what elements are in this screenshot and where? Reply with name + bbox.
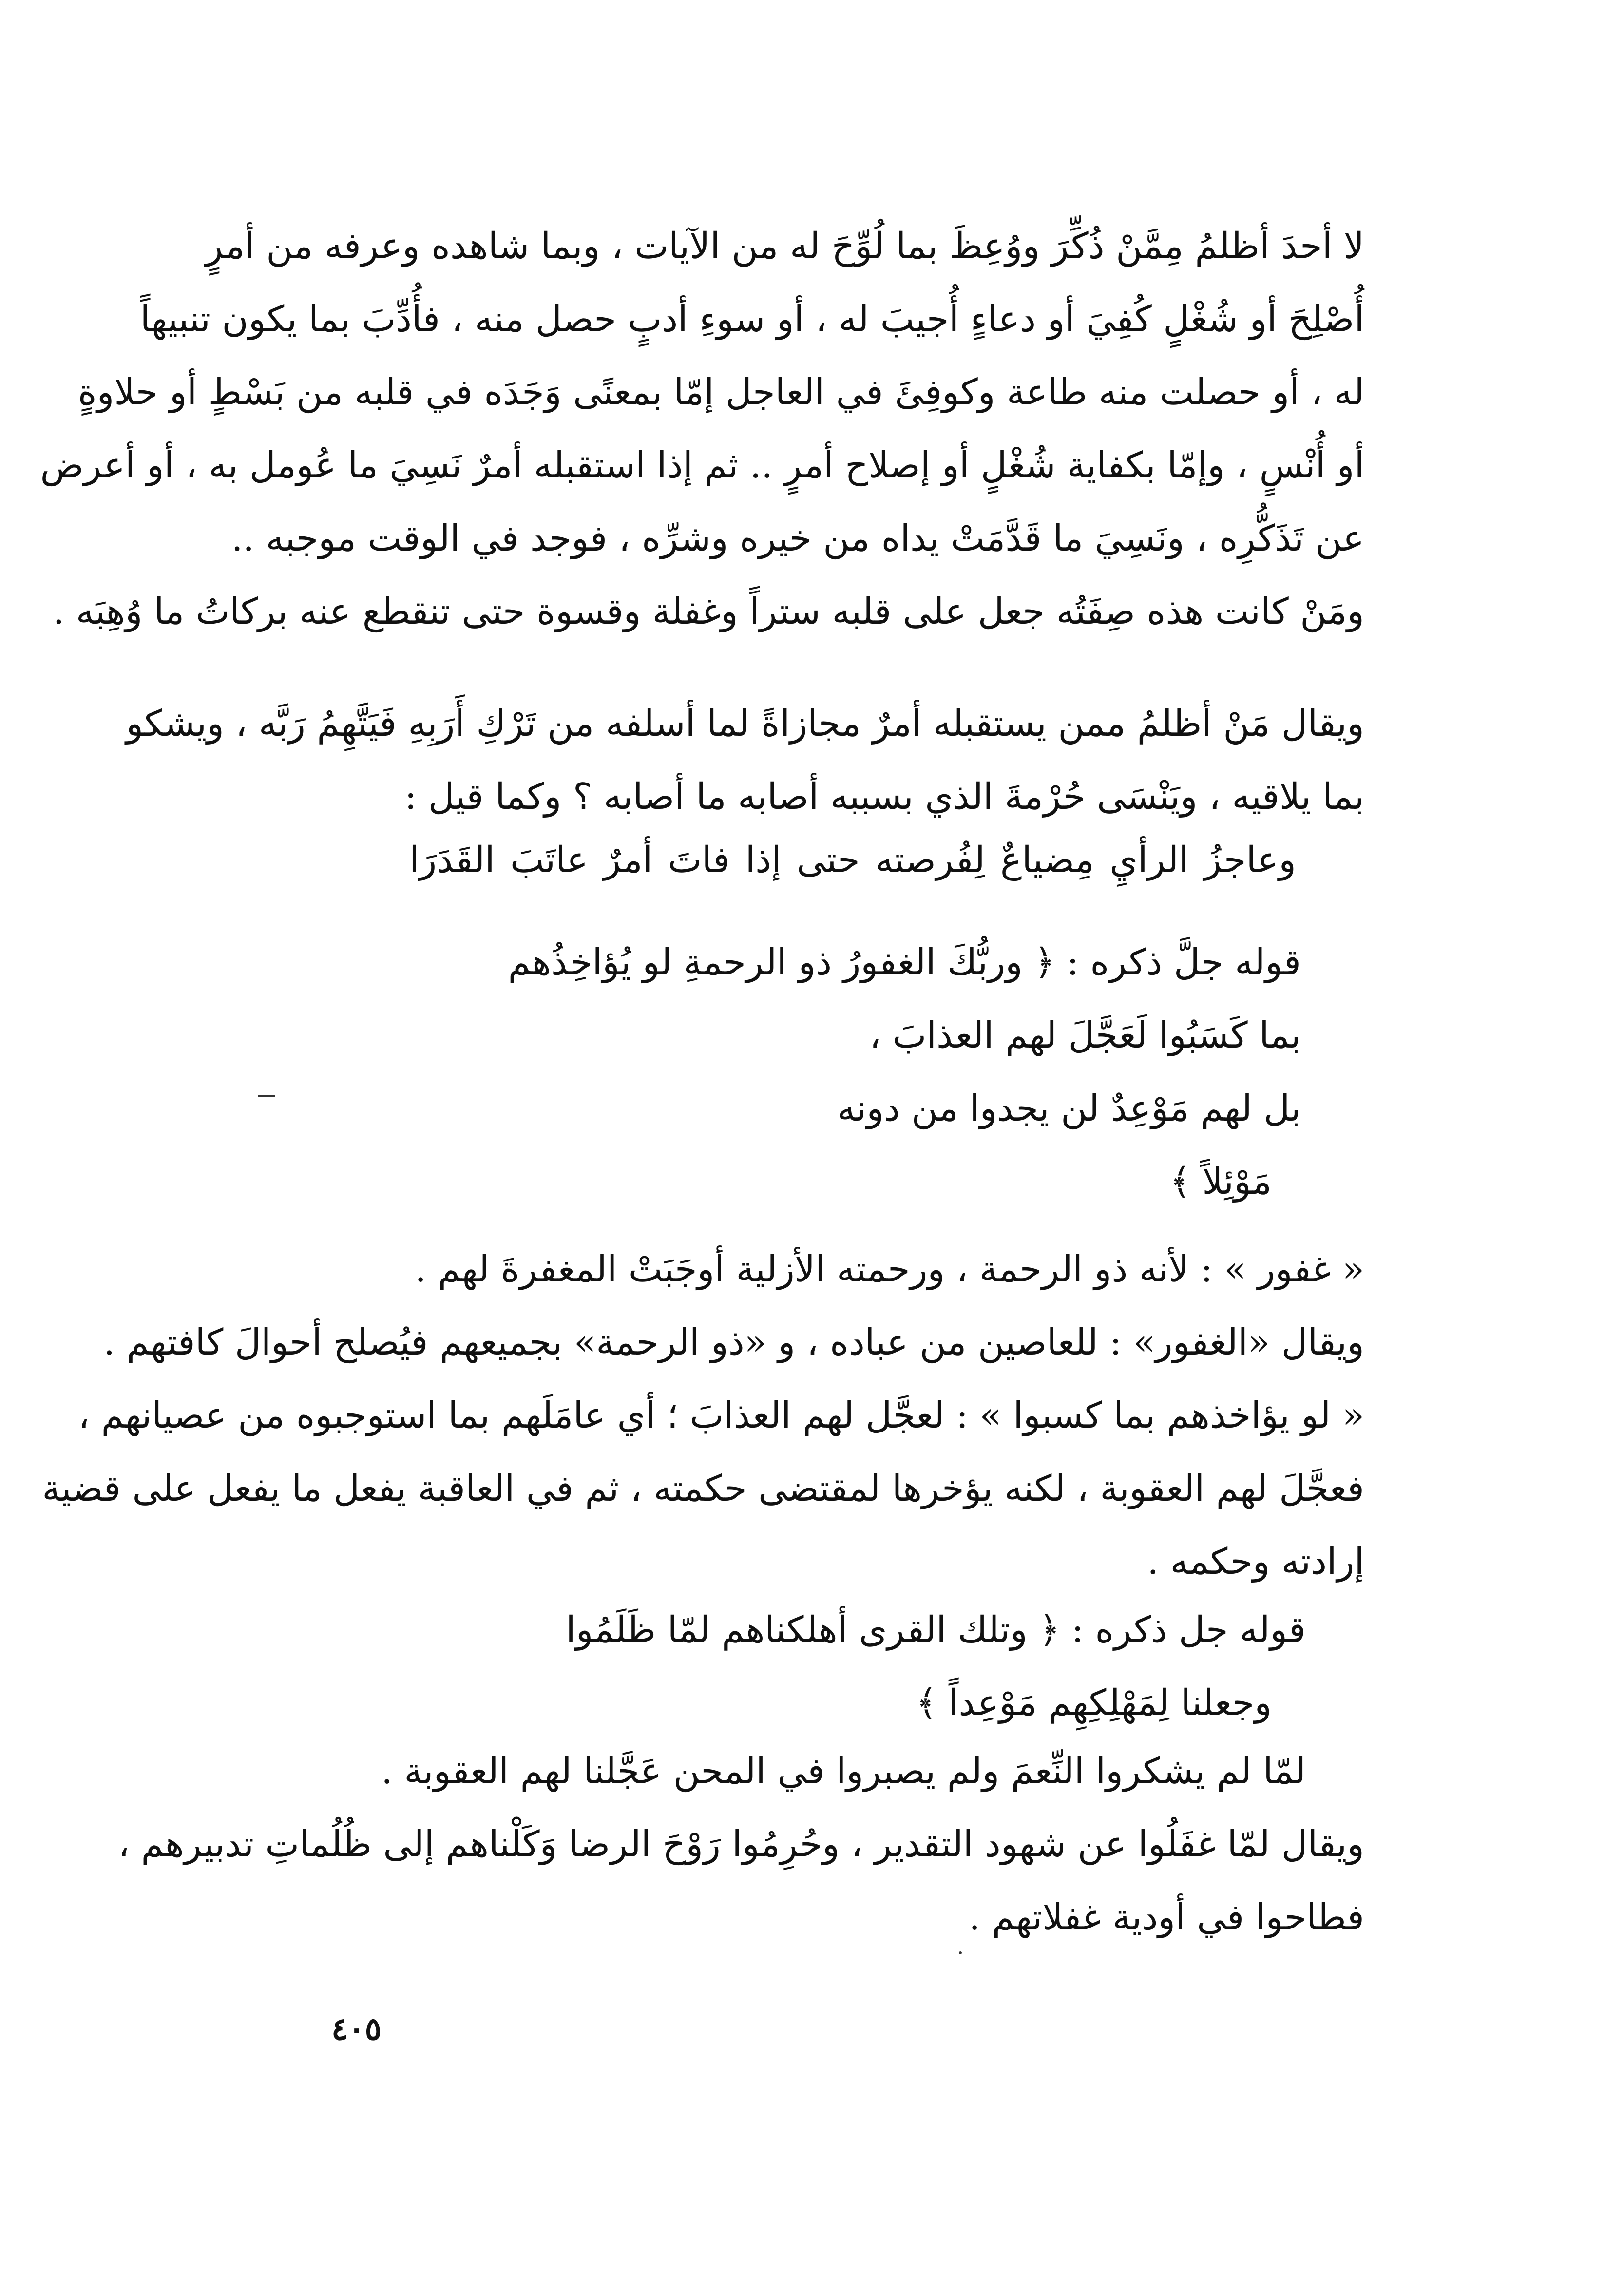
paragraph-1 xyxy=(40,210,1364,648)
text-line: لمّا لم يشكروا النِّعمَ ولم يصبروا في المحن عَجَّلنا لهم العقوبة . xyxy=(381,1750,1306,1792)
text-line: فطاحوا في أودية غفلاتهم . xyxy=(969,1896,1364,1938)
text-line: ويقال لمّا غفَلُوا عن شهود التقدير ، وحُرِمُوا رَوْحَ الرضا وَكَلْناهم إلى ظُلُماتِ تدبيرهم ، xyxy=(118,1823,1364,1865)
text-line: « غفور » : لأنه ذو الرحمة ، ورحمته الأزلية أوجَبَتْ المغفرةَ لهم . xyxy=(415,1248,1364,1290)
text-line: له ، أو حصلت منه طاعة وكوفِئَ في العاجل إمّا بمعنًى وَجَدَه في قلبه من بَسْطٍ أو حلاوةٍ xyxy=(77,371,1364,413)
text-line: لا أحدَ أظلمُ مِمَّنْ ذُكِّرَ ووُعِظَ بما لُوِّحَ له من الآيات ، وبما شاهده وعرفه من أمرٍ xyxy=(205,225,1364,267)
quran-line: بل لهم مَوْعِدٌ لن يجدوا من دونه xyxy=(837,1088,1301,1129)
commentary-1 xyxy=(322,1233,1364,1306)
margin-dash xyxy=(258,1095,275,1097)
paragraph-2 xyxy=(126,687,1364,833)
text-line: فعجَّلَ لهم العقوبة ، لكنه يؤخرها لمقتضى حكمته ، ثم في العاقبة يفعل ما يفعل على قضية xyxy=(42,1468,1364,1509)
text-line: بما يلاقيه ، ويَنْسَى حُرْمةَ الذي بسببه أصابه ما أصابه ؟ وكما قيل : xyxy=(404,776,1364,818)
quran-quote-1 xyxy=(508,926,1301,1218)
text-line: « لو يؤاخذهم بما كسبوا » : لعجَّل لهم العذابَ ؛ أي عامَلَهم بما استوجبوه من عصيانهم ، xyxy=(78,1394,1364,1436)
quran-line: قوله جلَّ ذكره : ﴿ وربُّكَ الغفورُ ذو الرحمةِ لو يُؤاخِذُهم xyxy=(508,941,1301,983)
text-line: ويقال مَنْ أظلمُ ممن يستقبله أمرٌ مجازاةً لما أسلفه من تَرْكِ أَرَبِهِ فَيَتَّهِمُ رَبَّه ، ويشكو xyxy=(126,703,1364,745)
commentary-5 xyxy=(118,1808,1364,1954)
quran-line: قوله جل ذكره : ﴿ وتلك القرى أهلكناهم لمّا ظَلَمُوا xyxy=(566,1609,1306,1651)
page-number: ٤٠٥ xyxy=(331,2011,382,2047)
verse-line: وعاجزُ الرأيِ مِضياعٌ لِفُرصته حتى إذا فاتَ أمرٌ عاتَبَ القَدَرَا xyxy=(409,839,1296,881)
text-line: أُصْلِحَ أو شُغْلٍ كُفِيَ أو دعاءٍ أُجيبَ له ، أو سوءِ أدبٍ حصل منه ، فأُدِّبَ بما يكون تنبيهاً xyxy=(140,298,1364,340)
quran-line: بما كَسَبُوا لَعَجَّلَ لهم العذابَ ، xyxy=(869,1014,1301,1056)
quran-line: وجعلنا لِمَهْلِكِهِم مَوْعِداً ﴾ xyxy=(916,1682,1272,1724)
quran-line: مَوْئِلاً ﴾ xyxy=(1169,1161,1272,1203)
text-line: إرادته وحكمه . xyxy=(1147,1541,1364,1583)
ink-dot xyxy=(959,1951,962,1954)
poetry-verse xyxy=(409,823,1296,897)
text-line: ومَنْ كانت هذه صِفَتُه جعل على قلبه ستراً وغفلة وقسوة حتى تنقطع عنه بركاتُ ما وُهِبَه . xyxy=(53,591,1364,632)
commentary-3 xyxy=(42,1379,1364,1598)
quran-quote-2 xyxy=(487,1593,1306,1739)
text-line: عن تَذَكُّرِه ، ونَسِيَ ما قَدَّمَتْ يداه من خيره وشرِّه ، فوجد في الوقت موجبه .. xyxy=(231,517,1364,559)
text-line: أو أُنْسٍ ، وإمّا بكفاية شُغْلٍ أو إصلاح أمرٍ .. ثم إذا استقبله أمرٌ نَسِيَ ما عُومل به ، أو أعرض xyxy=(40,444,1364,486)
commentary-4 xyxy=(322,1735,1364,1808)
text-line: ويقال «الغفور» : للعاصين من عباده ، و «ذو الرحمة» بجميعهم فيُصلح أحوالَ كافتهم . xyxy=(103,1321,1364,1363)
commentary-2 xyxy=(103,1306,1364,1379)
